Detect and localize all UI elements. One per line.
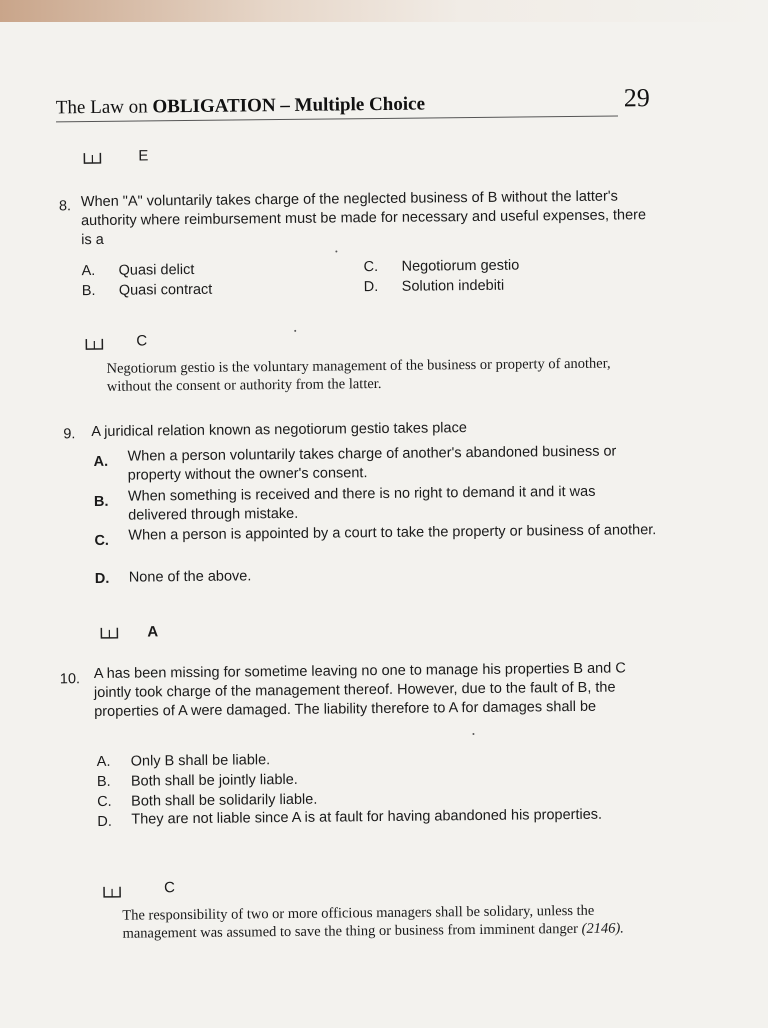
open-book-icon xyxy=(84,337,104,351)
option-text-8d: Solution indebiti xyxy=(401,277,505,295)
header-title-bold: OBLIGATION – Multiple Choice xyxy=(152,93,426,118)
speck xyxy=(294,330,296,332)
option-letter-8d: D. xyxy=(363,279,379,296)
option-letter-8a: A. xyxy=(81,262,96,280)
option-letter-9b: B. xyxy=(93,493,109,510)
explanation-10 xyxy=(122,901,667,943)
option-text-9a: When a person voluntarily takes charge of another's abandoned business or property without the owner's consent. xyxy=(127,443,617,484)
option-letter-9c: C. xyxy=(94,532,109,549)
question-number-8: 8. xyxy=(58,198,72,215)
question-number-9: 9. xyxy=(63,426,76,443)
option-text-10d: They are not liable since A is at fault for having abandoned his properties. xyxy=(131,806,603,828)
open-book-icon xyxy=(99,626,119,640)
option-letter-10b: B. xyxy=(96,773,111,790)
option-text-9b: When something is received and there is no right to demand it and it was delivered through mistake. xyxy=(127,483,596,524)
option-letter-9d: D. xyxy=(94,570,110,587)
option-text-8c: Negotiorum gestio xyxy=(401,257,520,275)
question-text-9: A juridical relation known as negotiorum gestio takes place xyxy=(91,420,467,441)
option-letter-10c: C. xyxy=(97,793,112,810)
explanation-10-main: The responsibility of two or more officious managers shall be solidary, unless the management was assumed to save the thing or business from imminent danger xyxy=(122,902,595,942)
explanation-8: Negotiorum gestio is the voluntary management of the business or property of another, without the consent or authority from the latter. xyxy=(106,355,611,395)
option-text-10c: Both shall be solidarily liable. xyxy=(131,791,318,810)
option-letter-8b: B. xyxy=(81,282,96,300)
speck xyxy=(472,733,474,735)
open-book-icon xyxy=(82,151,102,165)
option-letter-10d: D. xyxy=(97,813,112,830)
answer-letter-prev: E xyxy=(138,147,149,165)
option-text-8a: Quasi delict xyxy=(118,261,195,279)
option-text-9d: None of the above. xyxy=(128,568,252,586)
page-number: 29 xyxy=(623,83,650,113)
explanation-10-reference: (2146). xyxy=(581,920,624,937)
answer-letter-8: C xyxy=(136,332,148,350)
option-text-10a: Only B shall be liable. xyxy=(130,752,271,770)
header-title-prefix: The Law on xyxy=(55,96,153,119)
option-letter-9a: A. xyxy=(93,453,109,470)
page-header-title xyxy=(56,94,425,120)
option-text-9c: When a person is appointed by a court to take the property or business of another. xyxy=(128,522,657,544)
question-number-10: 10. xyxy=(59,671,81,688)
option-letter-10a: A. xyxy=(96,753,111,770)
answer-letter-9: A xyxy=(147,623,159,641)
option-text-8b: Quasi contract xyxy=(118,281,213,299)
option-text-10b: Both shall be jointly liable. xyxy=(130,771,298,790)
answer-letter-10: C xyxy=(163,879,175,897)
open-book-icon xyxy=(102,885,122,899)
question-text-8: When "A" voluntarily takes charge of the neglected business of B without the latter's authority where reimbursement must be made for necessary and useful expenses, there is a xyxy=(80,188,647,249)
option-letter-8c: C. xyxy=(363,259,379,276)
question-text-10: A has been missing for sometime leaving no one to manage his properties B and C jointly took charge of the management thereof. However, due to the fault of B, the properties of A were damaged. The liability therefore to A for damages shall be xyxy=(93,660,626,721)
speck xyxy=(335,250,337,252)
